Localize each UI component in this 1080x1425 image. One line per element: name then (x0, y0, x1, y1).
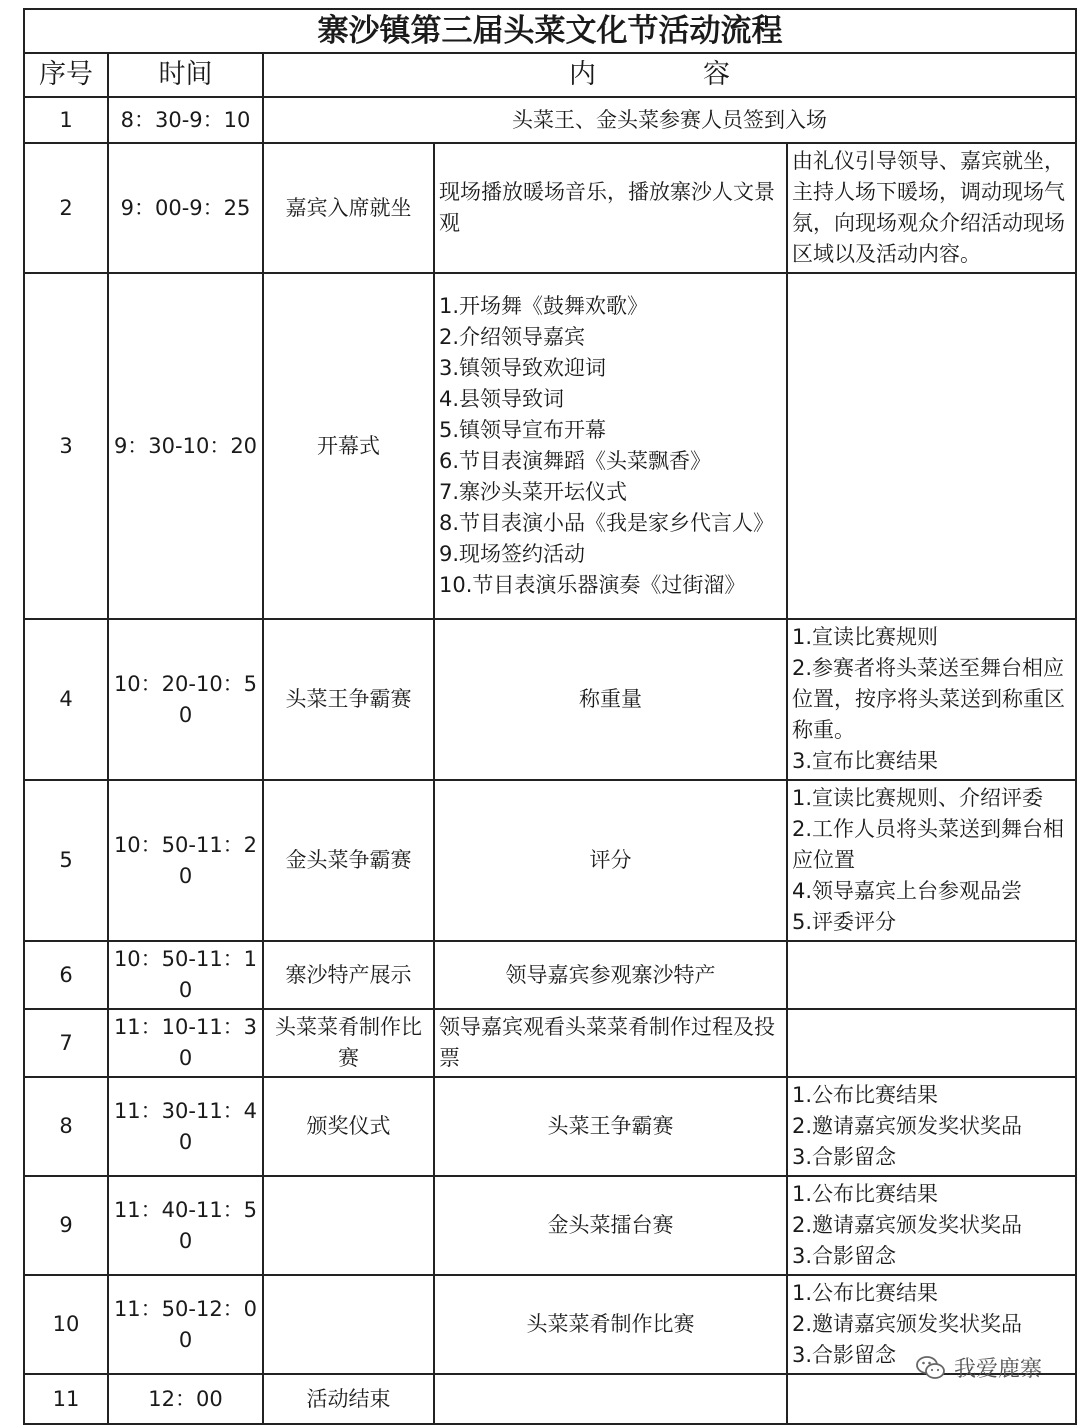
row-content: 称重量 (434, 619, 787, 780)
watermark-text: 我爱鹿寨 (953, 1357, 1042, 1382)
table-row (24, 273, 1076, 619)
remark-item: 3.合影留念 (792, 1145, 897, 1169)
row-time: 11：40-11：50 (108, 1176, 263, 1275)
row-name: 嘉宾入席就坐 (263, 143, 434, 273)
row-time: 8：30-9：10 (108, 97, 263, 143)
header-row (24, 53, 1076, 97)
row-time: 11：30-11：40 (108, 1077, 263, 1176)
row-name-empty (263, 1275, 434, 1374)
remark-item: 4.领导嘉宾上台参观品尝 (792, 879, 1023, 903)
row-time: 9：00-9：25 (108, 143, 263, 273)
row-content: 评分 (434, 780, 787, 941)
header-seq: 序号 (24, 53, 108, 97)
row-remarks (787, 780, 1076, 941)
row-content (434, 273, 787, 619)
page-title: 寨沙镇第三届头菜文化节活动流程 (24, 9, 1076, 53)
row-seq: 9 (24, 1176, 108, 1275)
row-time: 10：50-11：20 (108, 780, 263, 941)
row-name: 金头菜争霸赛 (263, 780, 434, 941)
program-item: 9.现场签约活动 (439, 542, 586, 566)
row-remarks-empty (787, 941, 1076, 1009)
row-time: 10：50-11：10 (108, 941, 263, 1009)
row-content: 头菜王争霸赛 (434, 1077, 787, 1176)
row-remarks (787, 1077, 1076, 1176)
row-name: 头菜菜肴制作比赛 (263, 1009, 434, 1077)
header-time: 时间 (108, 53, 263, 97)
row-name: 颁奖仪式 (263, 1077, 434, 1176)
program-item: 2.介绍领导嘉宾 (439, 325, 586, 349)
row-remarks (787, 1176, 1076, 1275)
program-item: 4.县领导致词 (439, 387, 565, 411)
remark-item: 1.公布比赛结果 (792, 1182, 939, 1206)
program-item: 5.镇领导宣布开幕 (439, 418, 607, 442)
remark-item: 2.邀请嘉宾颁发奖状奖品 (792, 1312, 1023, 1336)
remark-item: 1.宣读比赛规则、介绍评委 (792, 786, 1044, 810)
row-time: 12：00 (108, 1374, 263, 1424)
row-content: 金头菜擂台赛 (434, 1176, 787, 1275)
watermark (916, 1352, 1042, 1383)
remark-item: 2.邀请嘉宾颁发奖状奖品 (792, 1114, 1023, 1138)
table-row (24, 619, 1076, 780)
row-seq: 5 (24, 780, 108, 941)
row-name: 开幕式 (263, 273, 434, 619)
remark-item: 1.公布比赛结果 (792, 1083, 939, 1107)
program-item: 7.寨沙头菜开坛仪式 (439, 480, 628, 504)
row-time: 11：50-12：00 (108, 1275, 263, 1374)
table-row (24, 780, 1076, 941)
table-row (24, 97, 1076, 143)
remark-item: 2.邀请嘉宾颁发奖状奖品 (792, 1213, 1023, 1237)
row-content: 领导嘉宾参观寨沙特产 (434, 941, 787, 1009)
row-time: 11：10-11：30 (108, 1009, 263, 1077)
row-seq: 2 (24, 143, 108, 273)
row-seq: 3 (24, 273, 108, 619)
row-content: 头菜菜肴制作比赛 (434, 1275, 787, 1374)
row-remarks-empty (787, 273, 1076, 619)
row-time: 9：30-10：20 (108, 273, 263, 619)
row-content-empty (434, 1374, 787, 1424)
row-name: 活动结束 (263, 1374, 434, 1424)
remark-item: 3.合影留念 (792, 1244, 897, 1268)
header-content: 内 容 (263, 53, 1076, 97)
row-seq: 8 (24, 1077, 108, 1176)
row-name: 头菜王争霸赛 (263, 619, 434, 780)
row-name-empty (263, 1176, 434, 1275)
table-row (24, 941, 1076, 1009)
row-remarks (787, 619, 1076, 780)
program-item: 1.开场舞《鼓舞欢歌》 (439, 294, 649, 318)
row-name: 寨沙特产展示 (263, 941, 434, 1009)
row-content: 领导嘉宾观看头菜菜肴制作过程及投票 (434, 1009, 787, 1077)
row-seq: 1 (24, 97, 108, 143)
schedule-table (23, 8, 1077, 1425)
remark-item: 1.宣读比赛规则 (792, 625, 939, 649)
program-item: 8.节目表演小品《我是家乡代言人》 (439, 511, 775, 535)
row-seq: 11 (24, 1374, 108, 1424)
remark-item: 1.公布比赛结果 (792, 1281, 939, 1305)
program-item: 10.节目表演乐器演奏《过街溜》 (439, 573, 746, 597)
row-seq: 4 (24, 619, 108, 780)
table-row (24, 1077, 1076, 1176)
remark-item: 2.参赛者将头菜送至舞台相应位置，按序将头菜送到称重区称重。 (792, 656, 1065, 742)
row-remarks: 由礼仪引导领导、嘉宾就坐，主持人场下暖场，调动现场气氛，向现场观众介绍活动现场区域以及活动内容。 (787, 143, 1076, 273)
table-row (24, 143, 1076, 273)
remark-item: 2.工作人员将头菜送到舞台相应位置 (792, 817, 1065, 872)
remark-item: 5.评委评分 (792, 910, 897, 934)
row-content: 头菜王、金头菜参赛人员签到入场 (263, 97, 1076, 143)
program-item: 3.镇领导致欢迎词 (439, 356, 607, 380)
remark-item: 3.宣布比赛结果 (792, 749, 939, 773)
wechat-icon (916, 1355, 946, 1381)
row-remarks-empty (787, 1009, 1076, 1077)
title-row (24, 9, 1076, 53)
table-row (24, 1176, 1076, 1275)
row-seq: 7 (24, 1009, 108, 1077)
remark-item: 3.合影留念 (792, 1343, 897, 1367)
row-content: 现场播放暖场音乐，播放寨沙人文景观 (434, 143, 787, 273)
row-seq: 10 (24, 1275, 108, 1374)
row-time: 10：20-10：50 (108, 619, 263, 780)
program-item: 6.节目表演舞蹈《头菜飘香》 (439, 449, 712, 473)
table-row (24, 1009, 1076, 1077)
row-seq: 6 (24, 941, 108, 1009)
